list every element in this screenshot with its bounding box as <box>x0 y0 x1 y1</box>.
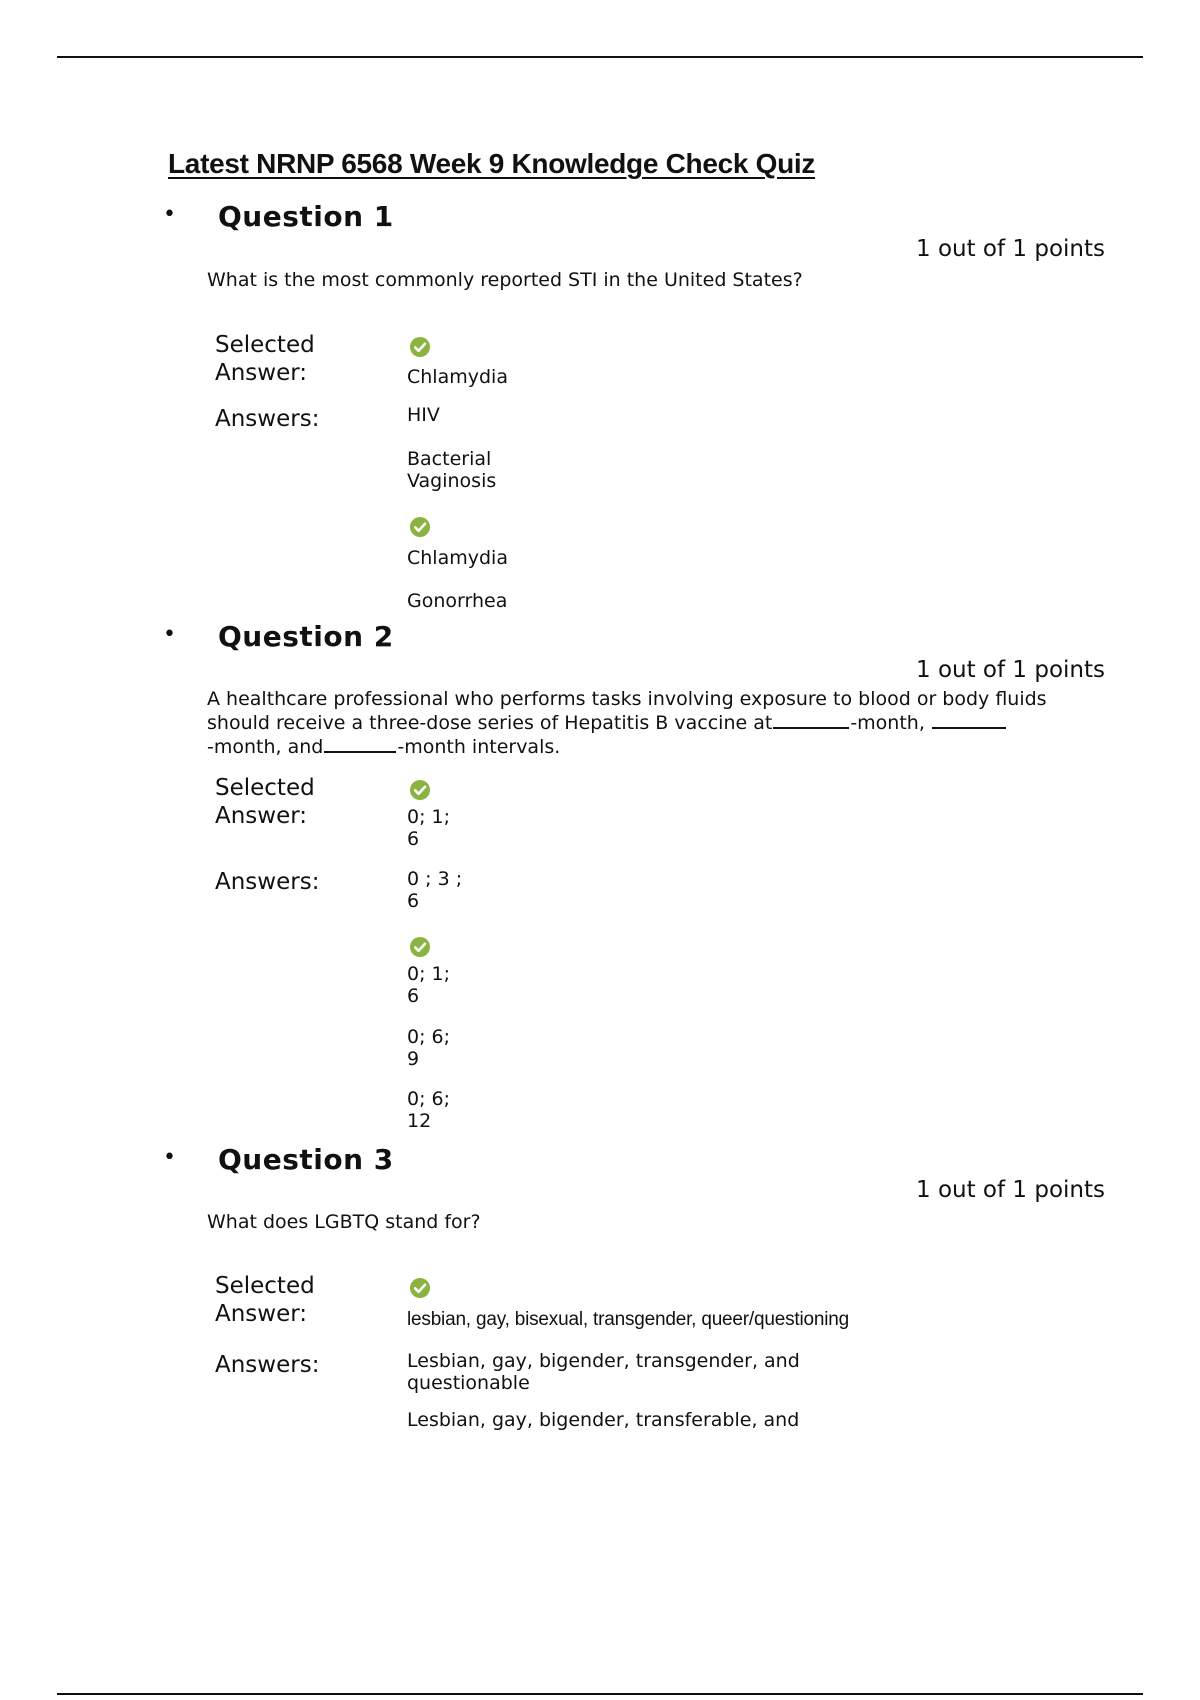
question-prompt: What is the most commonly reported STI in the United States? <box>207 269 803 291</box>
fill-in-blank <box>932 727 1006 729</box>
bullet: • <box>163 1145 176 1170</box>
answer-option: Lesbian, gay, bigender, transferable, and <box>407 1409 800 1431</box>
question-heading: Question 1 <box>218 200 394 233</box>
selected-answer: Chlamydia <box>407 366 508 388</box>
selected-answer: lesbian, gay, bisexual, transgender, queer/questioning <box>407 1309 849 1330</box>
check-circle-icon <box>409 1277 431 1299</box>
answer-option: Bacterial Vaginosis <box>407 448 497 492</box>
question-prompt: What does LGBTQ stand for? <box>207 1211 481 1233</box>
fill-in-blank <box>324 751 396 753</box>
check-circle-icon <box>409 336 431 358</box>
answer-option: 0; 6; 9 <box>407 1026 451 1070</box>
bullet: • <box>163 202 176 227</box>
selected-answer-label: Selected Answer: <box>215 775 315 829</box>
bottom-rule <box>57 1693 1143 1695</box>
top-rule <box>57 56 1143 58</box>
answer-option: 0; 1; 6 <box>407 963 451 1007</box>
question-prompt: A healthcare professional who performs tasks involving exposure to blood or body fluids should receive a three-dose series of Hepatitis B vaccine at -month, -month, and -month intervals. <box>207 688 1047 758</box>
points-score: 1 out of 1 points <box>916 657 1105 683</box>
answer-option: HIV <box>407 404 440 426</box>
fill-in-blank <box>773 727 849 729</box>
answer-option: Chlamydia <box>407 547 508 569</box>
selected-answer: 0; 1; 6 <box>407 806 451 850</box>
bullet: • <box>163 622 176 647</box>
selected-answer-label: Selected Answer: <box>215 1273 315 1327</box>
answer-option: Gonorrhea <box>407 590 508 612</box>
points-score: 1 out of 1 points <box>916 1177 1105 1203</box>
answers-label: Answers: <box>215 869 320 895</box>
answers-label: Answers: <box>215 406 320 432</box>
answer-option: Lesbian, gay, bigender, transgender, and questionable <box>407 1350 800 1394</box>
question-heading: Question 2 <box>218 620 394 653</box>
document-title: Latest NRNP 6568 Week 9 Knowledge Check Quiz <box>168 148 816 179</box>
answer-option: 0 ; 3 ; 6 <box>407 868 463 912</box>
question-heading: Question 3 <box>218 1143 394 1176</box>
points-score: 1 out of 1 points <box>916 236 1105 262</box>
check-circle-icon <box>409 779 431 801</box>
answer-option: 0; 6; 12 <box>407 1088 451 1132</box>
check-circle-icon <box>409 936 431 958</box>
selected-answer-label: Selected Answer: <box>215 332 315 386</box>
check-circle-icon <box>409 516 431 538</box>
answers-label: Answers: <box>215 1352 320 1378</box>
